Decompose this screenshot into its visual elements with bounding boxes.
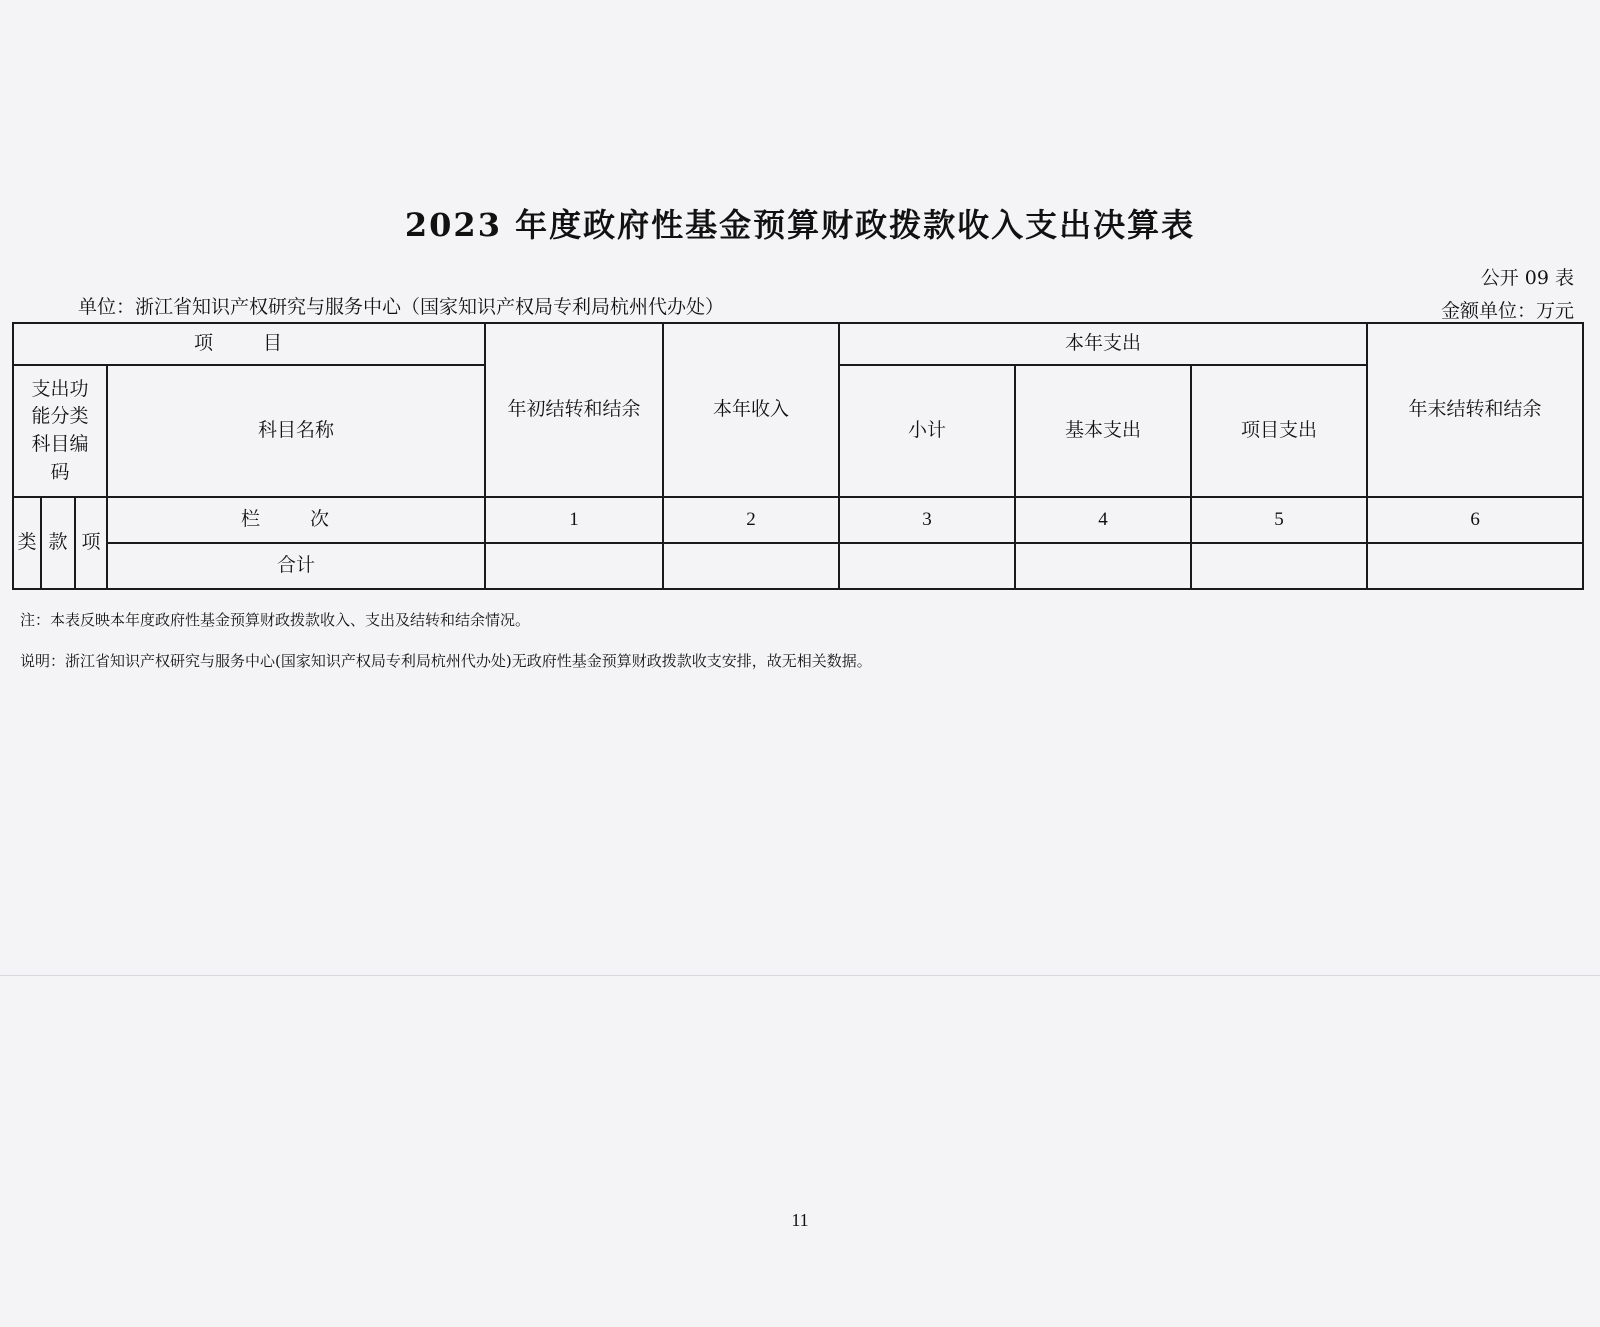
- header-expense: 本年支出: [839, 323, 1367, 365]
- header-project-expense: 项目支出: [1191, 365, 1367, 497]
- table-note: 注：本表反映本年度政府性基金预算财政拨款收入、支出及结转和结余情况。: [20, 611, 531, 629]
- row-total-label: 合计: [107, 543, 485, 589]
- total-value-2: [663, 543, 839, 589]
- header-subject-name: 科目名称: [107, 365, 485, 497]
- code-kuan: 款: [41, 497, 75, 589]
- col-number-3: 3: [839, 497, 1015, 543]
- header-begin-balance: 年初结转和结余: [485, 323, 663, 497]
- col-number-4: 4: [1015, 497, 1191, 543]
- total-value-4: [1015, 543, 1191, 589]
- total-value-3: [839, 543, 1015, 589]
- page-title: 2023 年度政府性基金预算财政拨款收入支出决算表: [404, 206, 1196, 244]
- scan-fold-line: [0, 975, 1600, 976]
- page-number: 11: [791, 1210, 809, 1230]
- code-xiang: 项: [75, 497, 107, 589]
- code-lei: 类: [13, 497, 41, 589]
- unit-label: 单位：浙江省知识产权研究与服务中心（国家知识产权局专利局杭州代办处）: [78, 296, 725, 318]
- header-basic-expense: 基本支出: [1015, 365, 1191, 497]
- col-number-5: 5: [1191, 497, 1367, 543]
- header-subtotal: 小计: [839, 365, 1015, 497]
- header-project: 项 目: [13, 323, 485, 365]
- table-number: 公开 09 表: [1480, 267, 1574, 289]
- total-value-5: [1191, 543, 1367, 589]
- row-column-label: 栏 次: [107, 497, 485, 543]
- col-number-6: 6: [1367, 497, 1583, 543]
- header-income: 本年收入: [663, 323, 839, 497]
- budget-table: [12, 322, 1584, 590]
- table-explanation: 说明：浙江省知识产权研究与服务中心(国家知识产权局专利局杭州代办处)无政府性基金预算财政拨款收支安排，故无相关数据。: [20, 652, 872, 670]
- col-number-2: 2: [663, 497, 839, 543]
- col-number-1: 1: [485, 497, 663, 543]
- total-value-6: [1367, 543, 1583, 589]
- header-code: 支出功 能分类 科目编 码: [13, 365, 107, 497]
- total-value-1: [485, 543, 663, 589]
- money-unit-label: 金额单位：万元: [1440, 300, 1574, 322]
- header-end-balance: 年末结转和结余: [1367, 323, 1583, 497]
